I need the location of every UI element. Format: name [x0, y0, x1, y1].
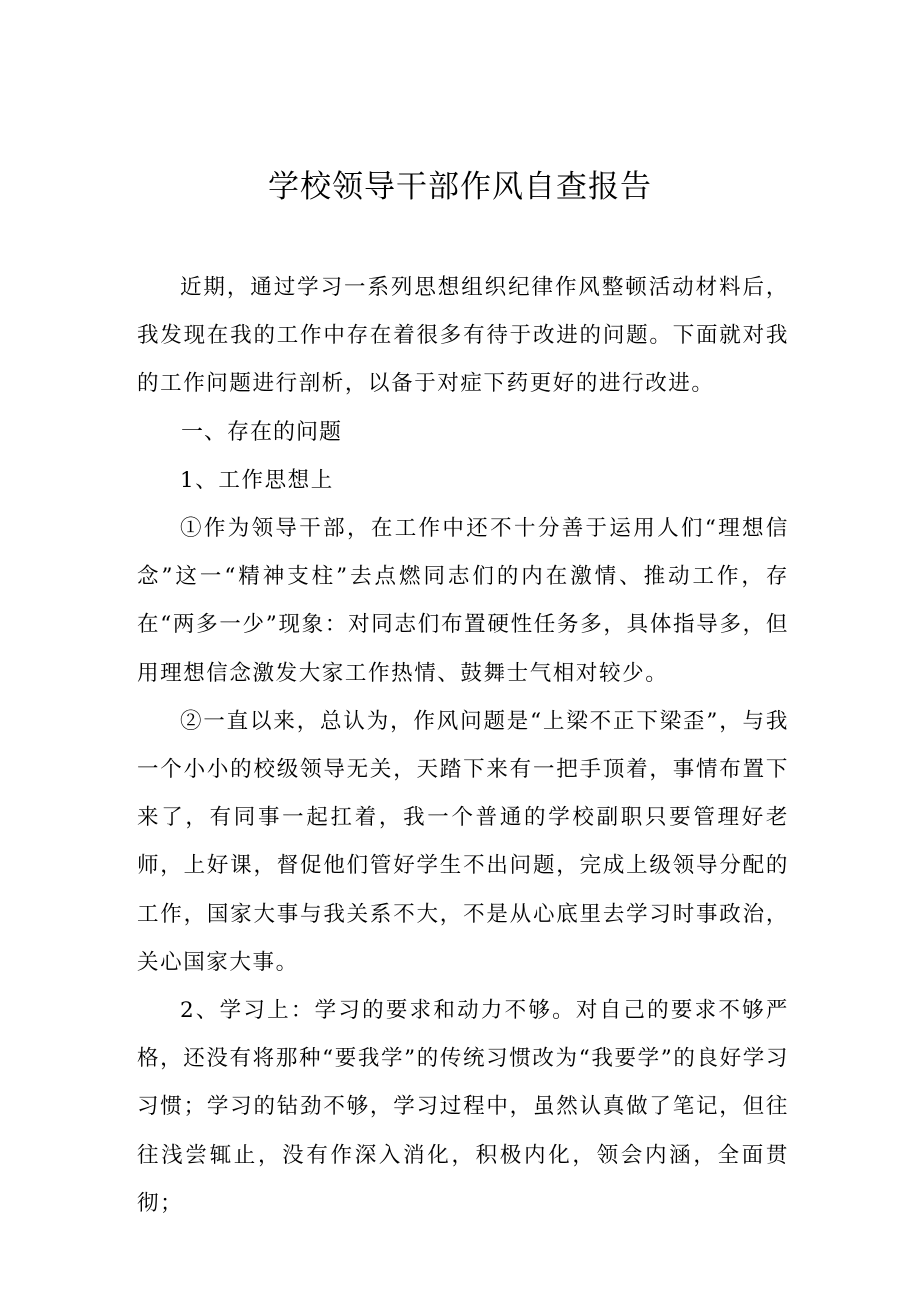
subheading-work-thinking: 1、工作思想上: [180, 467, 334, 493]
paragraph-item-1: ①作为领导干部，在工作中还不十分善于运用人们“理想信念”这一“精神支柱”去点燃同志们的内在激情、推动工作，存在“两多一少”现象：对同志们布置硬性任务多，具体指导多，但用理想信念激发大家工作热情、鼓舞士气相对较少。: [137, 516, 789, 686]
document-title: 学校领导干部作风自查报告: [268, 169, 652, 205]
section-heading-problems: 一、存在的问题: [181, 419, 343, 445]
paragraph-study: 2、学习上：学习的要求和动力不够。对自己的要求不够严格，还没有将那种“要我学”的传统习惯改为“我要学”的良好学习习惯；学习的钻劲不够，学习过程中，虽然认真做了笔记，但往往浅尝辄止，没有作深入消化，积极内化，领会内涵，全面贯彻；: [137, 998, 789, 1216]
intro-paragraph: 近期，通过学习一系列思想组织纪律作风整顿活动材料后，我发现在我的工作中存在着很多有待于改进的问题。下面就对我的工作问题进行剖析，以备于对症下药更好的进行改进。: [137, 275, 789, 397]
document-body: [137, 264, 789, 1228]
paragraph-item-2: ②一直以来，总认为，作风问题是“上梁不正下梁歪”，与我一个小小的校级领导无关，天踏下来有一把手顶着，事情布置下来了，有同事一起扛着，我一个普通的学校副职只要管理好老师，上好课，督促他们管好学生不出问题，完成上级领导分配的工作，国家大事与我关系不大，不是从心底里去学习时事政治，关心国家大事。: [137, 708, 789, 975]
